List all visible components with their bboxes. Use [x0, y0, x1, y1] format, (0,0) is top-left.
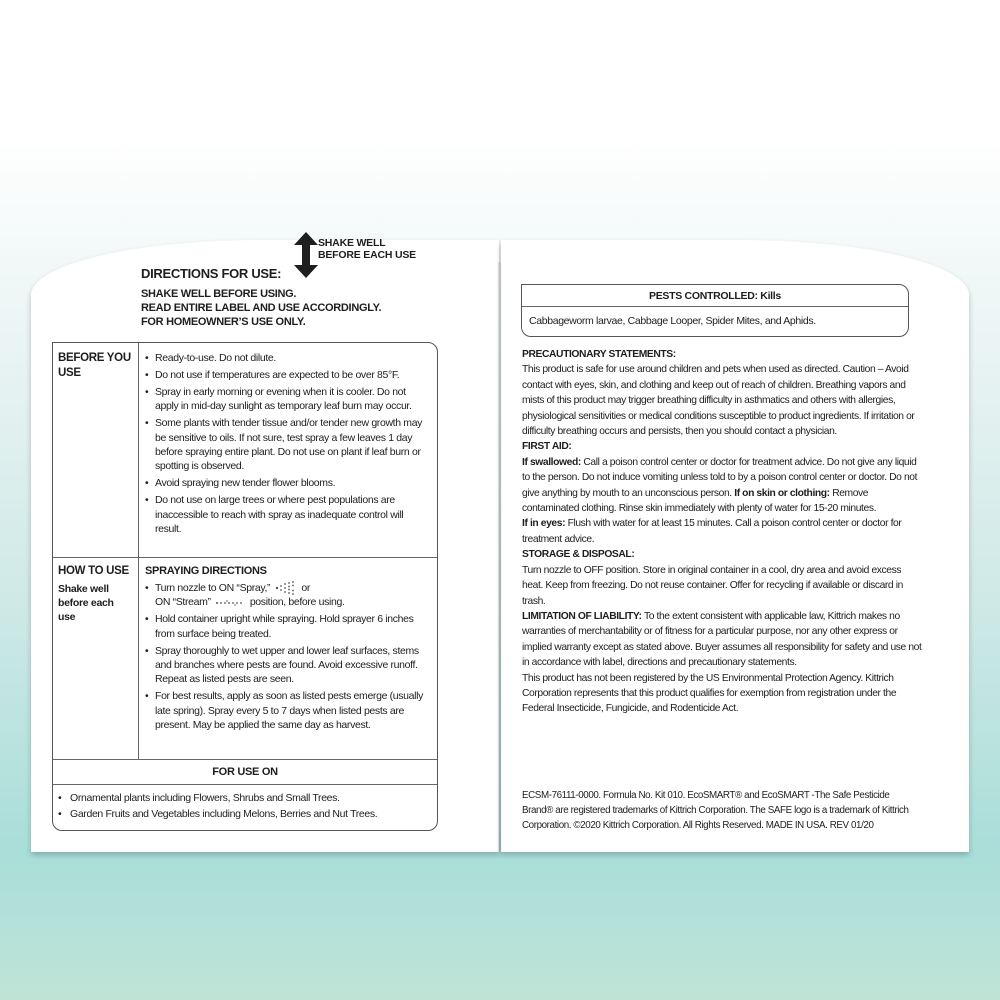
list-item: • Ornamental plants including Flowers, Shrubs and Small Trees. [58, 791, 428, 807]
liability-heading: LIMITATION OF LIABILITY: [522, 610, 642, 622]
before-label-line-2: USE [58, 367, 81, 379]
row-divider [53, 557, 437, 558]
directions-line-1: SHAKE WELL BEFORE USING. [141, 288, 297, 300]
sublabel-line-2: before each [58, 597, 114, 609]
list-item: • For best results, apply as soon as listed pests emerge (usually late spring). Spray every 5 to 7 days when listed pests are present. May be applied the same day as harvest. [145, 689, 430, 732]
skin-label: If on skin or clothing: [734, 487, 830, 499]
before-you-use-label [58, 351, 131, 381]
book-spine [498, 262, 502, 852]
spraying-directions-list [145, 581, 430, 735]
row-divider [53, 759, 437, 760]
directions-title: DIRECTIONS FOR USE: [141, 266, 282, 281]
spray-pattern-icon [275, 581, 297, 595]
shake-line-1: SHAKE WELL [318, 237, 386, 249]
list-item: • Ready-to-use. Do not dilute. [145, 351, 430, 365]
for-use-on-heading: FOR USE ON [212, 766, 278, 778]
list-item [145, 581, 430, 610]
directions-table [52, 342, 438, 831]
pests-divider [522, 306, 908, 307]
directions-lines [141, 287, 381, 329]
list-item: • Avoid spraying new tender flower blooms. [145, 476, 430, 490]
eyes-paragraph [522, 516, 922, 547]
shake-well-note [318, 237, 416, 261]
storage-heading: STORAGE & DISPOSAL: [522, 549, 635, 561]
storage-text: Turn nozzle to OFF position. Store in original container in a cool, dry area and avoid excess heat. Keep from freezing. Do not reuse container. Offer for recycling if available or discard in trash. [522, 564, 903, 607]
skin-text: Remove contaminated clothing. Rinse skin immediately with plenty of water for 15-20 minutes. [522, 487, 877, 515]
precautionary-heading: PRECAUTIONARY STATEMENTS: [522, 349, 676, 360]
list-item: • Hold container upright while spraying. Hold sprayer 6 inches from surface being treated. [145, 612, 430, 641]
spraying-directions-heading: SPRAYING DIRECTIONS [145, 565, 267, 577]
eyes-label: If in eyes: [522, 518, 566, 530]
swallowed-label: If swallowed: [522, 456, 581, 468]
shake-line-2: BEFORE EACH USE [318, 249, 416, 261]
first-aid-text [522, 455, 922, 517]
pests-list-text: Cabbageworm larvae, Cabbage Looper, Spider Mites, and Aphids. [529, 315, 816, 327]
list-item: • Some plants with tender tissue and/or tender new growth may be sensitive to oils. If not sure, test spray a few leaves 1 day before spraying entire plant. Do not use on plant if leaf burn or spotting is observed. [145, 416, 430, 474]
how-to-use-sublabel [58, 582, 114, 624]
up-down-arrow-icon [293, 232, 319, 278]
how-to-use-label: HOW TO USE [58, 565, 129, 577]
first-aid-heading: FIRST AID: [522, 441, 572, 453]
eyes-text: Flush with water for at least 15 minutes. Call a poison control center or doctor for treatment advice. [522, 518, 902, 545]
precautionary-text: This product is safe for use around children and pets when used as directed. Caution – Avoid contact with eyes, skin, and clothing and keep out of reach of children. Breathing vapors and mists of this product may trigger breathing difficulty in asthmatics and others with allergies, physiological sensitivities or medical conditions susceptible to product ingredients. If irritation or difficulty breathing occurs and persists, then you should contact a physician. [522, 364, 915, 438]
directions-line-2: READ ENTIRE LABEL AND USE ACCORDINGLY. [141, 302, 382, 314]
nozzle-stream-text: ON “Stream” [155, 596, 211, 609]
stream-pattern-icon [215, 599, 245, 607]
sublabel-line-1: Shake well [58, 583, 109, 595]
nozzle-position-text: position, before using. [249, 596, 345, 609]
list-item: • Spray thoroughly to wet upper and lower leaf surfaces, stems and branches where pests are found. Avoid excessive runoff. Repeat as listed pests are seen. [145, 644, 430, 687]
before-you-use-list [145, 351, 430, 539]
before-label-line-1: BEFORE YOU [58, 352, 131, 364]
pests-controlled-box [521, 284, 909, 337]
directions-line-3: FOR HOMEOWNER’S USE ONLY. [141, 316, 306, 328]
row-divider [53, 784, 437, 785]
footer-trademark-text: ECSM-76111-0000. Formula No. Kit 010. EcoSMART® and EcoSMART -The Safe Pesticide Brand® are registered trademarks of Kittrich Corporation. The SAFE logo is a trademark of Kittrich Corporation. ©2020 Kittrich Corporation. All Rights Reserved. MADE IN USA. REV 01/20 [522, 790, 909, 832]
nozzle-or-text: or [301, 582, 310, 594]
epa-text: This product has not been registered by the US Environmental Protection Agency. Kittrich Corporation represents that this product qualifies for exemption from registration under the Federal Insecticide, Fungicide, and Rodenticide Act. [522, 672, 897, 715]
list-item: • Do not use if temperatures are expected to be over 85°F. [145, 368, 430, 382]
pests-heading: PESTS CONTROLLED: Kills [649, 290, 781, 302]
sublabel-line-3: use [58, 611, 76, 623]
swallowed-text: Call a poison control center or doctor for treatment advice. Do not give any liquid to the person. Do not induce vomiting unless told to by a poison control center or doctor. Do not give anything by mouth to an unconscious person. [522, 456, 918, 499]
list-item: • Garden Fruits and Vegetables including Melons, Berries and Nut Trees. [58, 807, 428, 823]
liability-text: To the extent consistent with applicable law, Kittrich makes no warranties of merchantability or of fitness for a particular purpose, nor any other express or implied warranty except as stated above. Buyer assumes all responsibility for safety and use not in accordance with label, directions and precautionary statements. [522, 610, 922, 669]
column-divider [138, 343, 139, 759]
for-use-on-list [58, 791, 428, 822]
list-item: • Spray in early morning or evening when it is cooler. Do not apply in mid-day sunlight as temporary leaf burn may occur. [145, 385, 430, 414]
nozzle-spray-text: Turn nozzle to ON “Spray,” [155, 582, 271, 594]
precautionary-section [522, 347, 922, 717]
list-item: • Do not use on large trees or where pest populations are inaccessible to reach with spray as inadequate control will result. [145, 493, 430, 536]
liability-paragraph [522, 609, 922, 671]
